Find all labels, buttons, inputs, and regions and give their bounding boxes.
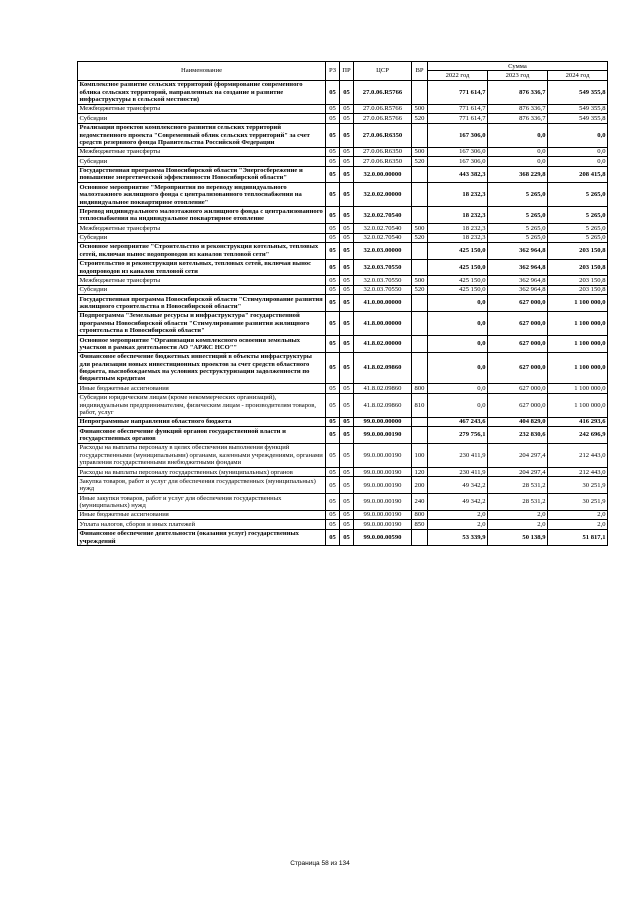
cell-2024: 416 293,6: [548, 417, 608, 426]
cell-rz: 05: [326, 393, 340, 417]
cell-2022: 771 614,7: [428, 104, 488, 113]
cell-name: Субсидии юридическим лицам (кроме некоммерческих организаций), индивидуальным предпринимателям, физическим лицам - производителям товаров, работ, услуг: [78, 393, 326, 417]
cell-pr: 05: [340, 224, 354, 233]
cell-vr: [412, 207, 428, 224]
cell-2023: 368 229,8: [488, 166, 548, 183]
cell-vr: 120: [412, 468, 428, 477]
cell-pr: 05: [340, 80, 354, 104]
table-row: [78, 295, 608, 312]
cell-2022: 443 382,3: [428, 166, 488, 183]
cell-2022: 279 756,1: [428, 427, 488, 444]
cell-2023: 28 531,2: [488, 477, 548, 494]
cell-vr: [412, 259, 428, 276]
cell-pr: 05: [340, 336, 354, 353]
cell-2022: 0,0: [428, 336, 488, 353]
cell-2022: 0,0: [428, 393, 488, 417]
cell-2024: 2,0: [548, 510, 608, 519]
table-row: [78, 510, 608, 519]
cell-2022: 771 614,7: [428, 114, 488, 123]
cell-csr: 27.0.06.R5766: [354, 104, 412, 113]
cell-csr: 99.0.00.00190: [354, 510, 412, 519]
cell-2024: 549 355,8: [548, 80, 608, 104]
cell-2023: 627 000,0: [488, 384, 548, 393]
cell-pr: 05: [340, 157, 354, 166]
cell-csr: 99.0.00.00000: [354, 417, 412, 426]
header-csr: ЦСР: [354, 62, 412, 81]
cell-pr: 05: [340, 123, 354, 147]
cell-csr: 32.0.00.00000: [354, 166, 412, 183]
cell-rz: 05: [326, 157, 340, 166]
cell-csr: 32.0.03.70550: [354, 285, 412, 294]
table-row: [78, 114, 608, 123]
cell-pr: 05: [340, 114, 354, 123]
cell-csr: 32.0.02.70540: [354, 224, 412, 233]
cell-rz: 05: [326, 384, 340, 393]
cell-pr: 05: [340, 384, 354, 393]
cell-pr: 05: [340, 311, 354, 335]
table-row: [78, 104, 608, 113]
cell-csr: 27.0.06.R6350: [354, 147, 412, 156]
cell-rz: 05: [326, 510, 340, 519]
cell-2024: 203 150,8: [548, 242, 608, 259]
cell-pr: 05: [340, 443, 354, 467]
cell-name: Реализация проектов комплексного развития сельских территорий ведомственного проекта "Современный облик сельских территорий" за счет средств резервного фонда Правительства Российской Федерации: [78, 123, 326, 147]
header-year-2023: 2023 год: [488, 71, 548, 80]
cell-csr: 99.0.00.00190: [354, 494, 412, 511]
cell-name: Иные закупки товаров, работ и услуг для обеспечения государственных (муниципальных) нужд: [78, 494, 326, 511]
cell-pr: 05: [340, 510, 354, 519]
cell-name: Иные бюджетные ассигнования: [78, 384, 326, 393]
cell-vr: [412, 166, 428, 183]
cell-2023: 627 000,0: [488, 336, 548, 353]
cell-rz: 05: [326, 311, 340, 335]
cell-name: Расходы на выплаты персоналу государственных (муниципальных) органов: [78, 468, 326, 477]
cell-vr: 500: [412, 224, 428, 233]
cell-2022: 53 339,9: [428, 529, 488, 546]
cell-2023: 404 829,0: [488, 417, 548, 426]
table-row: [78, 242, 608, 259]
cell-rz: 05: [326, 520, 340, 529]
cell-2022: 167 306,0: [428, 123, 488, 147]
cell-csr: 41.8.02.00000: [354, 336, 412, 353]
table-row: [78, 183, 608, 207]
header-name: Наименование: [78, 62, 326, 81]
table-row: [78, 336, 608, 353]
cell-vr: 810: [412, 393, 428, 417]
cell-2022: 0,0: [428, 352, 488, 384]
cell-pr: 05: [340, 352, 354, 384]
cell-name: Субсидии: [78, 233, 326, 242]
cell-2022: 2,0: [428, 520, 488, 529]
cell-rz: 05: [326, 166, 340, 183]
table-row: [78, 520, 608, 529]
cell-pr: 05: [340, 183, 354, 207]
cell-vr: [412, 336, 428, 353]
cell-2024: 0,0: [548, 123, 608, 147]
cell-pr: 05: [340, 259, 354, 276]
cell-pr: 05: [340, 276, 354, 285]
cell-csr: 41.8.02.09860: [354, 352, 412, 384]
cell-2022: 0,0: [428, 311, 488, 335]
table-row: [78, 477, 608, 494]
cell-2024: 549 355,8: [548, 114, 608, 123]
cell-vr: [412, 311, 428, 335]
cell-2024: 0,0: [548, 147, 608, 156]
cell-rz: 05: [326, 123, 340, 147]
cell-name: Расходы на выплаты персоналу в целях обеспечения выполнения функций государственными (муниципальными) органами, казенными учреждениями, органами управления государственными внебюджетными фондами: [78, 443, 326, 467]
cell-2022: 49 342,2: [428, 494, 488, 511]
cell-2023: 876 336,7: [488, 80, 548, 104]
cell-2023: 362 964,8: [488, 259, 548, 276]
cell-2024: 30 251,9: [548, 494, 608, 511]
cell-2023: 362 964,8: [488, 242, 548, 259]
cell-name: Финансовое обеспечение функций органов государственной власти и государственных органов: [78, 427, 326, 444]
cell-vr: 800: [412, 384, 428, 393]
cell-2023: 0,0: [488, 147, 548, 156]
table-row: [78, 157, 608, 166]
cell-pr: 05: [340, 295, 354, 312]
cell-vr: 100: [412, 443, 428, 467]
cell-2022: 467 243,6: [428, 417, 488, 426]
cell-rz: 05: [326, 80, 340, 104]
cell-pr: 05: [340, 242, 354, 259]
cell-2024: 1 100 000,0: [548, 311, 608, 335]
cell-rz: 05: [326, 494, 340, 511]
cell-csr: 41.0.00.00000: [354, 295, 412, 312]
cell-2024: 203 150,8: [548, 259, 608, 276]
table-row: [78, 224, 608, 233]
cell-rz: 05: [326, 114, 340, 123]
cell-2022: 0,0: [428, 384, 488, 393]
cell-rz: 05: [326, 443, 340, 467]
cell-csr: 99.0.00.00190: [354, 520, 412, 529]
cell-2023: 362 964,8: [488, 276, 548, 285]
cell-2022: 230 411,9: [428, 468, 488, 477]
cell-csr: 99.0.00.00590: [354, 529, 412, 546]
cell-vr: 500: [412, 147, 428, 156]
cell-pr: 05: [340, 477, 354, 494]
cell-2023: 0,0: [488, 157, 548, 166]
cell-2023: 5 265,0: [488, 233, 548, 242]
cell-pr: 05: [340, 393, 354, 417]
cell-2023: 627 000,0: [488, 352, 548, 384]
cell-2023: 876 336,7: [488, 104, 548, 113]
cell-rz: 05: [326, 224, 340, 233]
header-row: [78, 62, 608, 71]
cell-name: Комплексное развитие сельских территорий (формирование современного облика сельских территорий, направленных на создание и развитие инфраструктуры в сельской местности): [78, 80, 326, 104]
cell-vr: 500: [412, 104, 428, 113]
table-row: [78, 494, 608, 511]
cell-csr: 32.0.02.70540: [354, 207, 412, 224]
cell-vr: 500: [412, 276, 428, 285]
cell-rz: 05: [326, 276, 340, 285]
cell-pr: 05: [340, 494, 354, 511]
cell-2022: 0,0: [428, 295, 488, 312]
cell-name: Иные бюджетные ассигнования: [78, 510, 326, 519]
page-number: Страница 58 из 134: [290, 860, 350, 867]
cell-2022: 18 232,3: [428, 224, 488, 233]
cell-name: Подпрограмма "Земельные ресурсы и инфраструктура" государственной программы Новосибирской области "Стимулирование развития жилищного строительства в Новосибирской области": [78, 311, 326, 335]
cell-rz: 05: [326, 207, 340, 224]
cell-2024: 5 265,0: [548, 224, 608, 233]
cell-csr: 32.0.02.00000: [354, 183, 412, 207]
cell-vr: 520: [412, 233, 428, 242]
table-row: [78, 276, 608, 285]
table-row: [78, 311, 608, 335]
cell-name: Закупка товаров, работ и услуг для обеспечения государственных (муниципальных) нужд: [78, 477, 326, 494]
header-year-2024: 2024 год: [548, 71, 608, 80]
cell-2023: 2,0: [488, 510, 548, 519]
cell-name: Субсидии: [78, 285, 326, 294]
cell-name: Основное мероприятие "Строительство и реконструкция котельных, тепловых сетей, включая вынос водопроводов из каналов тепловой сети": [78, 242, 326, 259]
cell-csr: 32.0.03.70550: [354, 259, 412, 276]
cell-2023: 5 265,0: [488, 183, 548, 207]
cell-pr: 05: [340, 520, 354, 529]
cell-name: Основное мероприятие "Организация комплексного освоения земельных участков в рамках деятельности АО "АРЖС НСО"": [78, 336, 326, 353]
cell-csr: 32.0.03.00000: [354, 242, 412, 259]
header-pr: ПР: [340, 62, 354, 81]
table-row: [78, 384, 608, 393]
table-row: [78, 166, 608, 183]
cell-2024: 1 100 000,0: [548, 295, 608, 312]
cell-2023: 5 265,0: [488, 207, 548, 224]
header-vr: ВР: [412, 62, 428, 81]
cell-rz: 05: [326, 468, 340, 477]
cell-2024: 212 443,0: [548, 468, 608, 477]
cell-vr: 520: [412, 114, 428, 123]
cell-rz: 05: [326, 336, 340, 353]
cell-pr: 05: [340, 417, 354, 426]
cell-2024: 5 265,0: [548, 207, 608, 224]
cell-pr: 05: [340, 147, 354, 156]
cell-pr: 05: [340, 285, 354, 294]
cell-name: Государственная программа Новосибирской области "Стимулирование развития жилищного строительства в Новосибирской области": [78, 295, 326, 312]
cell-rz: 05: [326, 417, 340, 426]
cell-csr: 99.0.00.00190: [354, 443, 412, 467]
header-year-2022: 2022 год: [428, 71, 488, 80]
table-row: [78, 123, 608, 147]
cell-2022: 167 306,0: [428, 157, 488, 166]
cell-2022: 49 342,2: [428, 477, 488, 494]
cell-csr: 27.0.06.R6350: [354, 123, 412, 147]
cell-rz: 05: [326, 529, 340, 546]
cell-2024: 1 100 000,0: [548, 352, 608, 384]
cell-2023: 0,0: [488, 123, 548, 147]
cell-name: Межбюджетные трансферты: [78, 104, 326, 113]
cell-2024: 30 251,9: [548, 477, 608, 494]
cell-csr: 27.0.06.R6350: [354, 157, 412, 166]
cell-csr: 99.0.00.00190: [354, 468, 412, 477]
cell-csr: 41.8.02.09860: [354, 384, 412, 393]
cell-2022: 230 411,9: [428, 443, 488, 467]
cell-2023: 876 336,7: [488, 114, 548, 123]
cell-2022: 425 150,0: [428, 259, 488, 276]
cell-vr: 850: [412, 520, 428, 529]
cell-2022: 425 150,0: [428, 242, 488, 259]
cell-2022: 167 306,0: [428, 147, 488, 156]
cell-2024: 203 150,8: [548, 285, 608, 294]
table-row: [78, 147, 608, 156]
cell-vr: [412, 183, 428, 207]
table-row: [78, 233, 608, 242]
cell-2024: 203 150,8: [548, 276, 608, 285]
table-row: [78, 352, 608, 384]
cell-vr: 520: [412, 285, 428, 294]
cell-name: Финансовое обеспечение деятельности (оказания услуг) государственных учреждений: [78, 529, 326, 546]
cell-vr: [412, 352, 428, 384]
cell-2024: 1 100 000,0: [548, 393, 608, 417]
cell-pr: 05: [340, 529, 354, 546]
table-row: [78, 443, 608, 467]
cell-vr: 800: [412, 510, 428, 519]
cell-2024: 2,0: [548, 520, 608, 529]
cell-csr: 99.0.00.00190: [354, 427, 412, 444]
cell-vr: [412, 123, 428, 147]
cell-2023: 50 138,9: [488, 529, 548, 546]
cell-csr: 41.8.02.09860: [354, 393, 412, 417]
cell-2024: 1 100 000,0: [548, 384, 608, 393]
cell-rz: 05: [326, 242, 340, 259]
table-row: [78, 80, 608, 104]
cell-2024: 0,0: [548, 157, 608, 166]
header-sum: Сумма: [428, 62, 608, 71]
cell-2024: 5 265,0: [548, 233, 608, 242]
cell-name: Государственная программа Новосибирской области "Энергосбережение и повышение энергетической эффективности Новосибирской области": [78, 166, 326, 183]
cell-rz: 05: [326, 104, 340, 113]
cell-2022: 425 150,0: [428, 276, 488, 285]
table-row: [78, 417, 608, 426]
cell-vr: [412, 242, 428, 259]
table-row: [78, 259, 608, 276]
cell-name: Строительство и реконструкция котельных, тепловых сетей, включая вынос водопроводов из каналов тепловой сети: [78, 259, 326, 276]
cell-2024: 5 265,0: [548, 183, 608, 207]
cell-2023: 2,0: [488, 520, 548, 529]
cell-vr: [412, 80, 428, 104]
table-row: [78, 285, 608, 294]
cell-2023: 362 964,8: [488, 285, 548, 294]
header-rz: РЗ: [326, 62, 340, 81]
cell-name: Финансовое обеспечение бюджетных инвестиций в объекты инфраструктуры для реализации новых инвестиционных проектов за счет средств областного бюджета, высвобождаемых на условиях реструктуризации задолженности по бюджетным кредитам: [78, 352, 326, 384]
cell-2022: 2,0: [428, 510, 488, 519]
cell-2022: 18 232,3: [428, 183, 488, 207]
cell-2024: 208 415,8: [548, 166, 608, 183]
cell-rz: 05: [326, 233, 340, 242]
cell-name: Субсидии: [78, 114, 326, 123]
cell-2023: 627 000,0: [488, 393, 548, 417]
cell-vr: 520: [412, 157, 428, 166]
cell-rz: 05: [326, 285, 340, 294]
cell-rz: 05: [326, 295, 340, 312]
cell-2023: 28 531,2: [488, 494, 548, 511]
cell-pr: 05: [340, 427, 354, 444]
cell-vr: 200: [412, 477, 428, 494]
cell-csr: 41.8.00.00000: [354, 311, 412, 335]
cell-name: Межбюджетные трансферты: [78, 147, 326, 156]
cell-vr: [412, 295, 428, 312]
cell-2023: 627 000,0: [488, 311, 548, 335]
cell-vr: [412, 529, 428, 546]
cell-2023: 627 000,0: [488, 295, 548, 312]
cell-name: Субсидии: [78, 157, 326, 166]
cell-name: Уплата налогов, сборов и иных платежей: [78, 520, 326, 529]
table-row: [78, 427, 608, 444]
cell-2024: 549 355,8: [548, 104, 608, 113]
cell-vr: 240: [412, 494, 428, 511]
cell-csr: 32.0.02.70540: [354, 233, 412, 242]
cell-vr: [412, 417, 428, 426]
cell-vr: [412, 427, 428, 444]
cell-pr: 05: [340, 104, 354, 113]
table-row: [78, 207, 608, 224]
cell-rz: 05: [326, 147, 340, 156]
budget-table: [77, 61, 608, 546]
cell-name: Межбюджетные трансферты: [78, 276, 326, 285]
cell-2022: 425 150,0: [428, 285, 488, 294]
cell-name: Непрограммные направления областного бюджета: [78, 417, 326, 426]
cell-pr: 05: [340, 233, 354, 242]
cell-2024: 212 443,0: [548, 443, 608, 467]
cell-csr: 27.0.06.R5766: [354, 80, 412, 104]
table-row: [78, 529, 608, 546]
cell-2023: 204 297,4: [488, 443, 548, 467]
cell-rz: 05: [326, 427, 340, 444]
cell-pr: 05: [340, 166, 354, 183]
cell-csr: 99.0.00.00190: [354, 477, 412, 494]
cell-2024: 51 817,1: [548, 529, 608, 546]
cell-rz: 05: [326, 477, 340, 494]
cell-csr: 32.0.03.70550: [354, 276, 412, 285]
table-body: [78, 80, 608, 546]
cell-rz: 05: [326, 183, 340, 207]
cell-pr: 05: [340, 468, 354, 477]
cell-name: Межбюджетные трансферты: [78, 224, 326, 233]
cell-rz: 05: [326, 352, 340, 384]
cell-2024: 1 100 000,0: [548, 336, 608, 353]
cell-2022: 18 232,3: [428, 233, 488, 242]
cell-2023: 5 265,0: [488, 224, 548, 233]
cell-pr: 05: [340, 207, 354, 224]
cell-csr: 27.0.06.R5766: [354, 114, 412, 123]
table-row: [78, 468, 608, 477]
cell-2022: 18 232,3: [428, 207, 488, 224]
table-row: [78, 393, 608, 417]
cell-name: Основное мероприятие "Мероприятия по переводу индивидуального малоэтажного жилищного фонда с централизованного теплоснабжения на индивидуальное поквартирное отопление": [78, 183, 326, 207]
cell-2023: 232 830,6: [488, 427, 548, 444]
cell-2024: 242 696,9: [548, 427, 608, 444]
cell-2022: 771 614,7: [428, 80, 488, 104]
cell-name: Перевод индивидуального малоэтажного жилищного фонда с централизованного теплоснабжения на индивидуальное поквартирное отопление: [78, 207, 326, 224]
cell-2023: 204 297,4: [488, 468, 548, 477]
cell-rz: 05: [326, 259, 340, 276]
